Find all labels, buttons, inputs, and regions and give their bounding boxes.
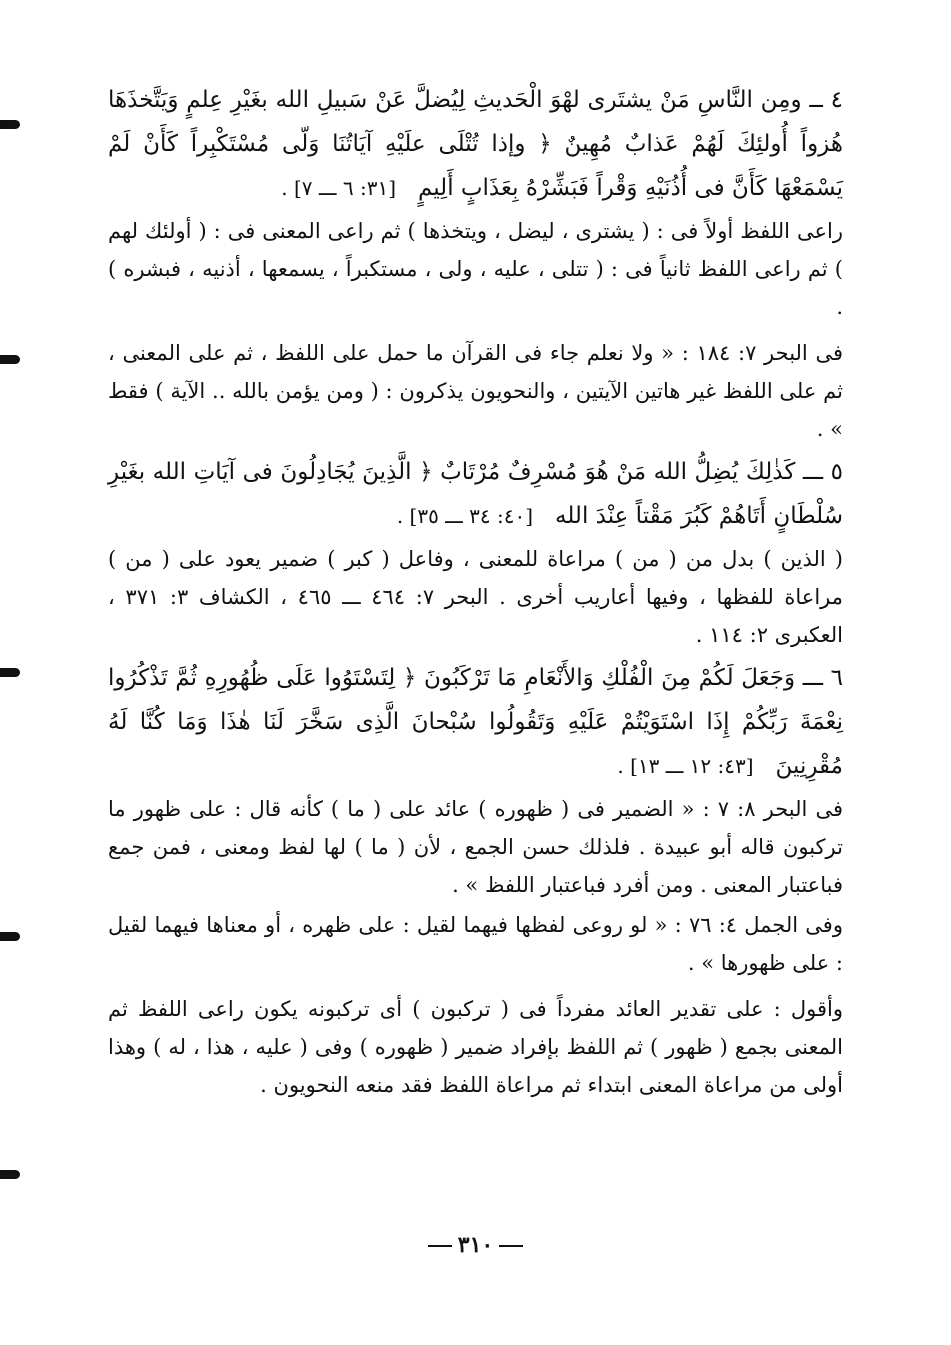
verse-4: [108, 78, 843, 210]
verse-5-text: ٥ ـــ كَذٰلِكَ يُضِلُّ الله مَنْ هُوَ مُسْرِفٌ مُرْتَابٌ ﴿ الَّذِينَ يُجَادِلُونَ فى آيَاتِ الله بغَيْرِ سُلْطَانٍ أَتَاهُمْ كَبُرَ مَقْتاً عِنْدَ الله: [108, 459, 843, 529]
verse-6-text: ٦ ـــ وَجَعَلَ لَكُمْ مِنَ الْفُلْكِ وَالأَنْعَامِ مَا تَرْكَبُونَ ﴿ لِتَسْتَوُوا عَلَى ظُهُورِهِ ثُمَّ تَذْكُرُوا نِعْمَةَ رَبِّكُمْ إِذَا اسْتَوَيْتُمْ عَلَيْهِ وَتَقُولُوا سُبْحانَ الَّذِى سَخَّرَ لَنَا هٰذَا وَمَا كُنَّا لَهُ مُقْرِنِينَ: [108, 665, 843, 779]
page-content: [108, 78, 843, 1104]
verse-6: [108, 656, 843, 788]
commentary-4: راعى اللفظ أولاً فى : ( يشترى ، ليضل ، ويتخذها ) ثم راعى المعنى فى : ( أولئك لهم ) ثم راعى اللفظ ثانياً فى : ( تتلى ، عليه ، ولى ، مستكبراً ، يسمعها ، أذنيه ، فبشره ) .: [108, 219, 843, 319]
verse-5: [108, 450, 843, 538]
verse-4-text: ٤ ــ ومِن النَّاسِ مَنْ يشتَرى لهْوَ الْحَديثِ لِيُضلَّ عَنْ سَبيلِ الله بغَيْرِ عِلمٍ وَيَتَّخذَهَا هُزواً أُولئِكَ لَهُمْ عَذابٌ مُهِينٌ ﴿ وإذا تُتْلَى علَيْهِ آيَاتُنَا وَلّى مُسْتَكْبِراً كَأَنْ لَمْ يَسْمَعْهَا كَأَنَّ فى أُذُنَيْهِ وَقْراً فَبَشِّرْهُ بِعَذَابٍ أَلِيمٍ: [108, 87, 843, 201]
bahr-note: فى البحر ٧: ١٨٤ : « ولا نعلم جاء فى القرآن ما حمل على اللفظ ، ثم على المعنى ، ثم على اللفظ غير هاتين الآيتين ، والنحويون يذكرون : ( ومن يؤمن بالله .. الآية ) فقط » .: [108, 341, 843, 441]
footer-dash: [499, 1245, 523, 1247]
commentary-6-jamal: وفى الجمل ٤: ٧٦ : « لو روعى لفظها فيهما لقيل : على ظهره ، أو معناها فيهما لقيل : على ظهورها » .: [108, 913, 843, 975]
binding-mark: [0, 1170, 20, 1179]
verse-5-reference: [٤٠: ٣٤ ـــ ٣٥] .: [396, 504, 534, 528]
footer-dash: [428, 1245, 452, 1247]
binding-mark: [0, 668, 20, 677]
binding-mark: [0, 120, 20, 129]
page-number: ٣١٠: [457, 1232, 494, 1258]
binding-mark: [0, 932, 20, 941]
verse-4-reference: [٣١: ٦ ـــ ٧] .: [281, 176, 396, 200]
verse-6-reference: [٤٣: ١٢ ـــ ١٣] .: [617, 754, 754, 778]
commentary-6-bahr: فى البحر ٨: ٧ : « الضمير فى ( ظهوره ) عائد على ( ما ) كأنه قال : على ظهور ما تركبون قاله أبو عبيدة . فلذلك حسن الجمع ، لأن ( ما ) لها لفظ ومعنى ، فمن جمع فباعتبار المعنى . ومن أفرد فباعتبار اللفظ » .: [108, 797, 843, 897]
page-footer: [0, 1232, 951, 1258]
binding-mark: [0, 355, 20, 364]
commentary-6-author: وأقول : على تقدير العائد مفرداً فى ( تركبون ) أى تركبونه يكون راعى اللفظ ثم المعنى بجمع ( ظهور ) ثم اللفظ بإفراد ضمير ( ظهوره ) وفى ( عليه ، هذا ، له ) وهذا أولى من مراعاة المعنى ابتداء ثم مراعاة اللفظ فقد منعه النحويون .: [108, 997, 843, 1097]
commentary-5: ( الذين ) بدل من ( من ) مراعاة للمعنى ، وفاعل ( كبر ) ضمير يعود على ( من ) مراعاة للفظها ، وفيها أعاريب أخرى . البحر ٧: ٤٦٤ ـــ ٤٦٥ ، الكشاف ٣: ٣٧١ ، العكبرى ٢: ١١٤ .: [108, 547, 843, 647]
